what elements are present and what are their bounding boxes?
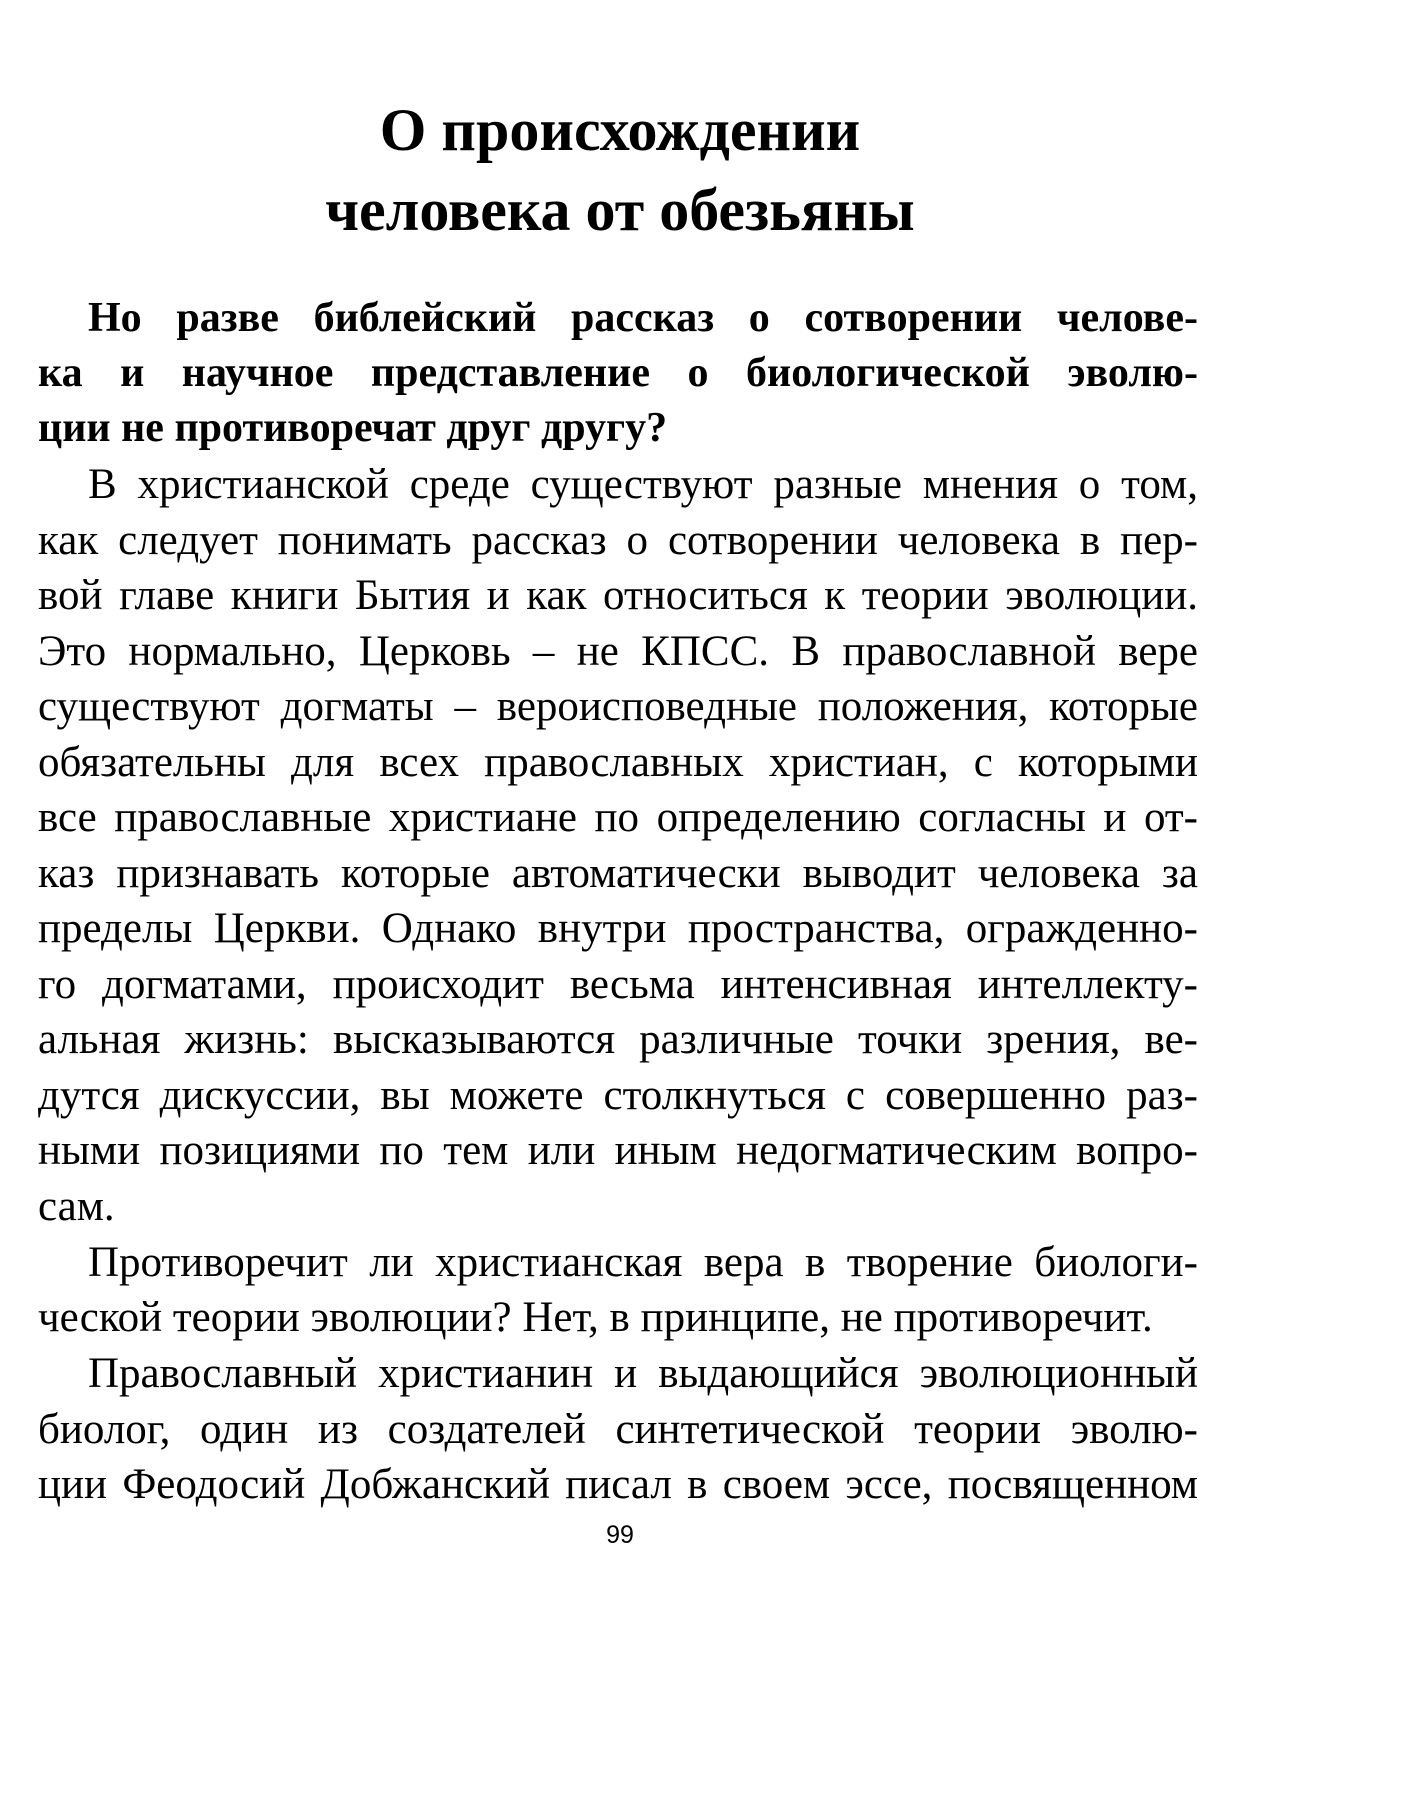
paragraph-line: пределы Церкви. Однако внутри пространства, огражденно- xyxy=(38,905,1198,952)
paragraph-line: Православный христианин и выдающийся эволюционный xyxy=(88,1350,1198,1397)
question-line: ка и научное представление о биологической эволю- xyxy=(38,350,1198,396)
paragraph-line: вой главе книги Бытия и как относиться к теории эволюции. xyxy=(38,572,1198,619)
question-line: ции не противоречат друг другу? xyxy=(38,405,668,451)
paragraph-line: как следует понимать рассказ о сотворении человека в пер- xyxy=(38,517,1198,564)
question-line: Но разве библейский рассказ о сотворении челове- xyxy=(88,295,1198,341)
paragraph-line: го догматами, происходит весьма интенсивная интеллекту- xyxy=(38,961,1198,1008)
paragraph-line: ции Феодосий Добжанский писал в своем эссе, посвященном xyxy=(38,1461,1198,1508)
paragraph-line: ческой теории эволюции? Нет, в принципе, не противоречит. xyxy=(38,1294,1153,1341)
paragraph-line: все православные христиане по определению согласны и от- xyxy=(38,794,1198,841)
paragraph-line: сам. xyxy=(38,1183,115,1230)
paragraph-line: биолог, один из создателей синтетической теории эволю- xyxy=(38,1406,1198,1453)
paragraph-line: ными позициями по тем или иным недогматическим вопро- xyxy=(38,1127,1198,1174)
paragraph-line: Противоречит ли христианская вера в творение биологи- xyxy=(88,1239,1198,1286)
paragraph-line: В христианской среде существуют разные мнения о том, xyxy=(88,461,1198,508)
chapter-title-line-1: О происхождении xyxy=(379,97,861,163)
paragraph-line: альная жизнь: высказываются различные точки зрения, ве- xyxy=(38,1016,1198,1063)
chapter-title-line-2: человека от обезьяны xyxy=(325,177,915,243)
paragraph-line: каз признавать которые автоматически выводит человека за xyxy=(38,850,1198,897)
page-number: 99 xyxy=(606,1521,634,1549)
paragraph-line: существуют догматы – вероисповедные положения, которые xyxy=(38,683,1198,730)
paragraph-line: обязательны для всех православных христиан, с которыми xyxy=(38,739,1198,786)
paragraph-line: Это нормально, Церковь – не КПСС. В православной вере xyxy=(38,628,1198,675)
paragraph-line: дутся дискуссии, вы можете столкнуться с совершенно раз- xyxy=(38,1072,1198,1119)
